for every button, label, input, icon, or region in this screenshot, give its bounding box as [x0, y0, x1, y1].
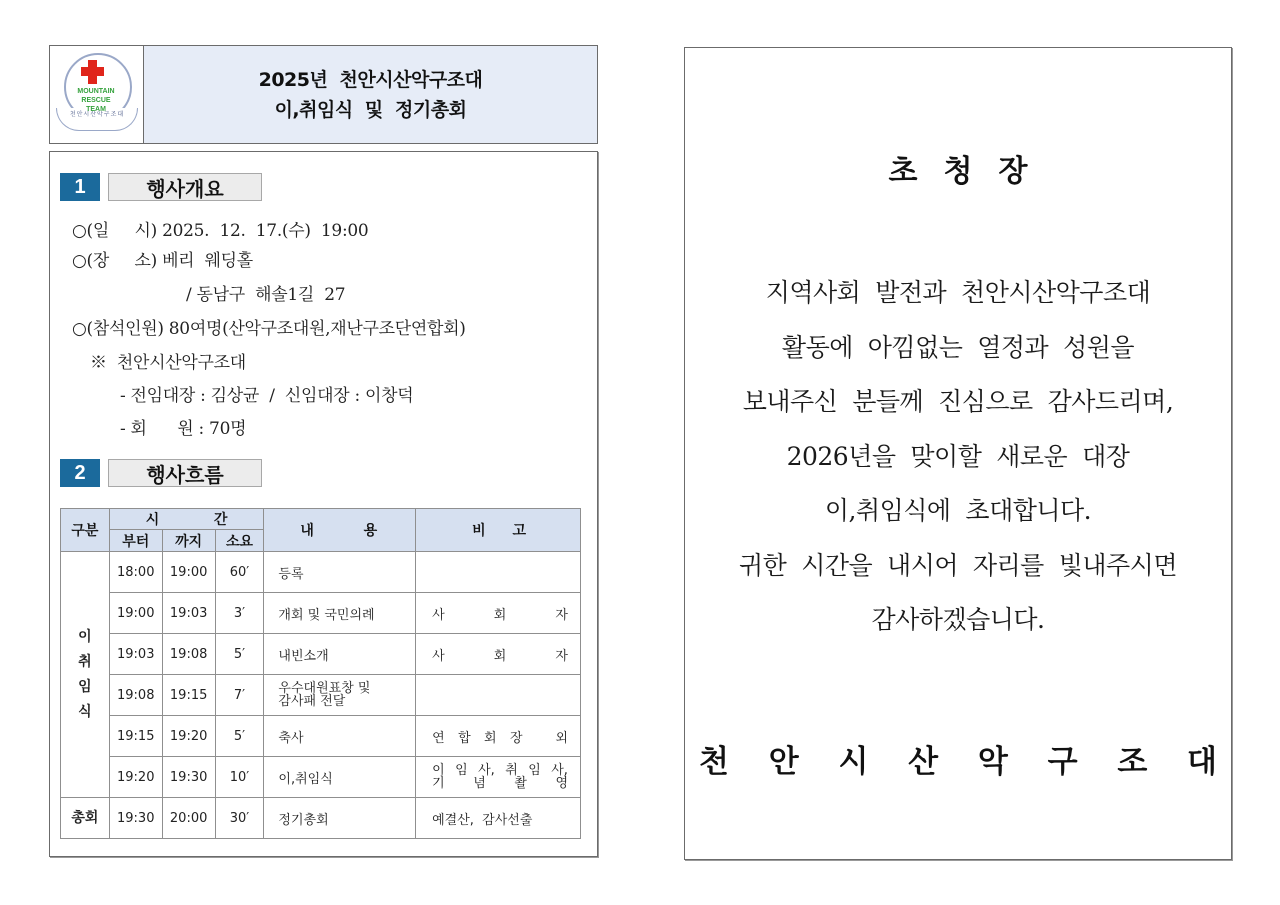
logo-text-mountain: MOUNTAIN	[77, 88, 115, 95]
cell-content: 개회 및 국민의례	[264, 593, 416, 634]
col-header-content-2: 용	[363, 523, 378, 539]
note-char: 취	[505, 763, 518, 778]
invitation-title: 초청장	[888, 154, 1054, 189]
invitation-line: 귀한 시간을 내시어 자리를 빛내주시면	[739, 550, 1177, 580]
cell-duration: 60′	[215, 552, 264, 593]
content-line: 우수대원표창 및	[278, 681, 371, 696]
col-header-time-1: 시	[145, 512, 160, 528]
cell-duration: 3′	[215, 593, 264, 634]
logo-ribbon: 천안시산악구조대	[56, 108, 138, 131]
cell-duration: 5′	[215, 634, 264, 675]
document-header	[49, 45, 598, 144]
note-char: 념	[473, 776, 486, 791]
table-row	[61, 757, 581, 798]
cell-from: 19:15	[109, 716, 162, 757]
note-char: 사,	[478, 763, 495, 778]
section-label: 행사개요	[108, 173, 262, 201]
col-header-time-2: 간	[213, 512, 228, 528]
section-number: 2	[60, 459, 100, 487]
overview-attendees: ○(참석인원) 80여명(산악구조대원,재난구조단연합회)	[72, 319, 466, 339]
note-char: 임	[528, 763, 541, 778]
note-char: 사,	[551, 763, 568, 778]
col-header-duration: 소요	[215, 530, 264, 552]
col-header-from: 부터	[109, 530, 162, 552]
table-row	[61, 675, 581, 716]
invitation-line: 2026년을 맞이할 새로운 대장	[786, 441, 1130, 471]
note-char: 이	[432, 763, 445, 778]
signature-char: 구	[1047, 744, 1078, 780]
mountain-rescue-logo	[50, 46, 144, 143]
cell-duration: 7′	[215, 675, 264, 716]
overview-leaders: - 전임대장 : 김상균 / 신임대장 : 이창덕	[120, 386, 414, 406]
document-title	[144, 46, 597, 143]
cell-note	[416, 716, 581, 757]
cell-to: 20:00	[162, 798, 215, 839]
cell-from: 19:03	[109, 634, 162, 675]
note-char: 회	[484, 730, 497, 746]
cell-content: 축사	[264, 716, 416, 757]
overview-members: - 회 원 : 70명	[120, 419, 247, 439]
note-char: 자	[555, 607, 568, 623]
group-char: 취	[78, 653, 92, 670]
cell-to: 19:00	[162, 552, 215, 593]
cell-note: 예결산, 감사선출	[416, 798, 581, 839]
invitation-line: 활동에 아낌없는 열정과 성원을	[781, 332, 1135, 362]
content-line: 감사패 전달	[278, 694, 346, 709]
note-char: 임	[455, 763, 468, 778]
cell-from: 19:08	[109, 675, 162, 716]
overview-note-title: ※ 천안시산악구조대	[90, 353, 246, 373]
invitation-message	[685, 266, 1231, 648]
table-row	[61, 798, 581, 839]
note-char: 자	[555, 648, 568, 664]
table-row	[61, 552, 581, 593]
note-char: 합	[458, 730, 471, 746]
table-row	[61, 634, 581, 675]
note-char: 회	[493, 607, 507, 623]
cell-from: 19:20	[109, 757, 162, 798]
table-row	[61, 593, 581, 634]
cell-to: 19:08	[162, 634, 215, 675]
group-cell-general-meeting: 총회	[61, 798, 110, 839]
signature-char: 안	[768, 744, 799, 780]
invitation-line: 이,취임식에 초대합니다.	[824, 496, 1092, 525]
note-char: 장	[510, 730, 523, 746]
cell-note	[416, 593, 581, 634]
signature-char: 대	[1187, 744, 1217, 780]
cell-note	[416, 757, 581, 798]
col-header-note-1: 비	[472, 523, 486, 539]
group-char: 이	[78, 628, 92, 645]
overview-venue: ○(장 소) 베리 웨딩홀	[72, 251, 253, 271]
signature-char: 악	[977, 744, 1008, 780]
col-header-content	[264, 509, 416, 552]
title-line-1: 2025년 천안시산악구조대	[258, 68, 483, 91]
section-number: 1	[60, 173, 100, 201]
cell-content	[264, 675, 416, 716]
cell-from: 19:30	[109, 798, 162, 839]
cell-content: 이,취임식	[264, 757, 416, 798]
section-heading-flow	[60, 459, 262, 487]
cell-duration: 30′	[215, 798, 264, 839]
cell-note	[416, 675, 581, 716]
signature-char: 조	[1117, 744, 1148, 780]
note-char: 사	[432, 607, 445, 623]
section-label: 행사흐름	[108, 459, 262, 487]
group-char: 임	[78, 678, 92, 695]
cell-duration: 10′	[215, 757, 264, 798]
overview-address: / 동남구 해솔1길 27	[186, 285, 346, 305]
note-char: 연	[432, 730, 445, 746]
col-header-time	[109, 509, 264, 530]
invitation-line: 지역사회 발전과 천안시산악구조대	[765, 278, 1151, 307]
col-header-note-2: 고	[512, 523, 526, 539]
note-char: 회	[493, 648, 507, 664]
cell-from: 19:00	[109, 593, 162, 634]
title-line-2: 이,취임식 및 정기총회	[274, 98, 467, 121]
invitation-line: 감사하겠습니다.	[871, 605, 1045, 634]
group-cell-ceremony	[61, 552, 110, 798]
red-cross-icon	[81, 67, 104, 76]
cell-to: 19:03	[162, 593, 215, 634]
cell-content: 등록	[264, 552, 416, 593]
section-heading-overview	[60, 173, 262, 201]
overview-datetime: ○(일 시) 2025. 12. 17.(수) 19:00	[72, 221, 369, 241]
signature-char: 천	[699, 744, 729, 780]
cell-content: 정기총회	[264, 798, 416, 839]
group-char: 식	[78, 703, 92, 720]
note-char: 외	[555, 730, 568, 746]
event-schedule-table	[60, 508, 581, 839]
cell-note	[416, 552, 581, 593]
note-char: 기	[432, 776, 445, 791]
logo-text-rescue: RESCUE	[81, 97, 111, 104]
invitation-signature	[699, 736, 1217, 781]
col-header-content-1: 내	[300, 523, 314, 539]
invitation-line: 보내주신 분들께 진심으로 감사드리며,	[742, 387, 1174, 416]
cell-duration: 5′	[215, 716, 264, 757]
invitation-card	[684, 47, 1232, 860]
cell-from: 18:00	[109, 552, 162, 593]
note-char: 영	[555, 776, 568, 791]
cell-to: 19:30	[162, 757, 215, 798]
note-char: 사	[432, 648, 445, 664]
note-char: 촬	[514, 776, 527, 791]
cell-note	[416, 634, 581, 675]
signature-char: 시	[838, 744, 869, 780]
col-header-note	[416, 509, 581, 552]
col-header-to: 까지	[162, 530, 215, 552]
event-details-panel	[49, 151, 598, 857]
cell-content: 내빈소개	[264, 634, 416, 675]
table-row	[61, 716, 581, 757]
signature-char: 산	[908, 744, 939, 780]
col-header-category: 구분	[61, 509, 110, 552]
logo-text-team: TEAM	[86, 106, 106, 113]
cell-to: 19:15	[162, 675, 215, 716]
cell-to: 19:20	[162, 716, 215, 757]
